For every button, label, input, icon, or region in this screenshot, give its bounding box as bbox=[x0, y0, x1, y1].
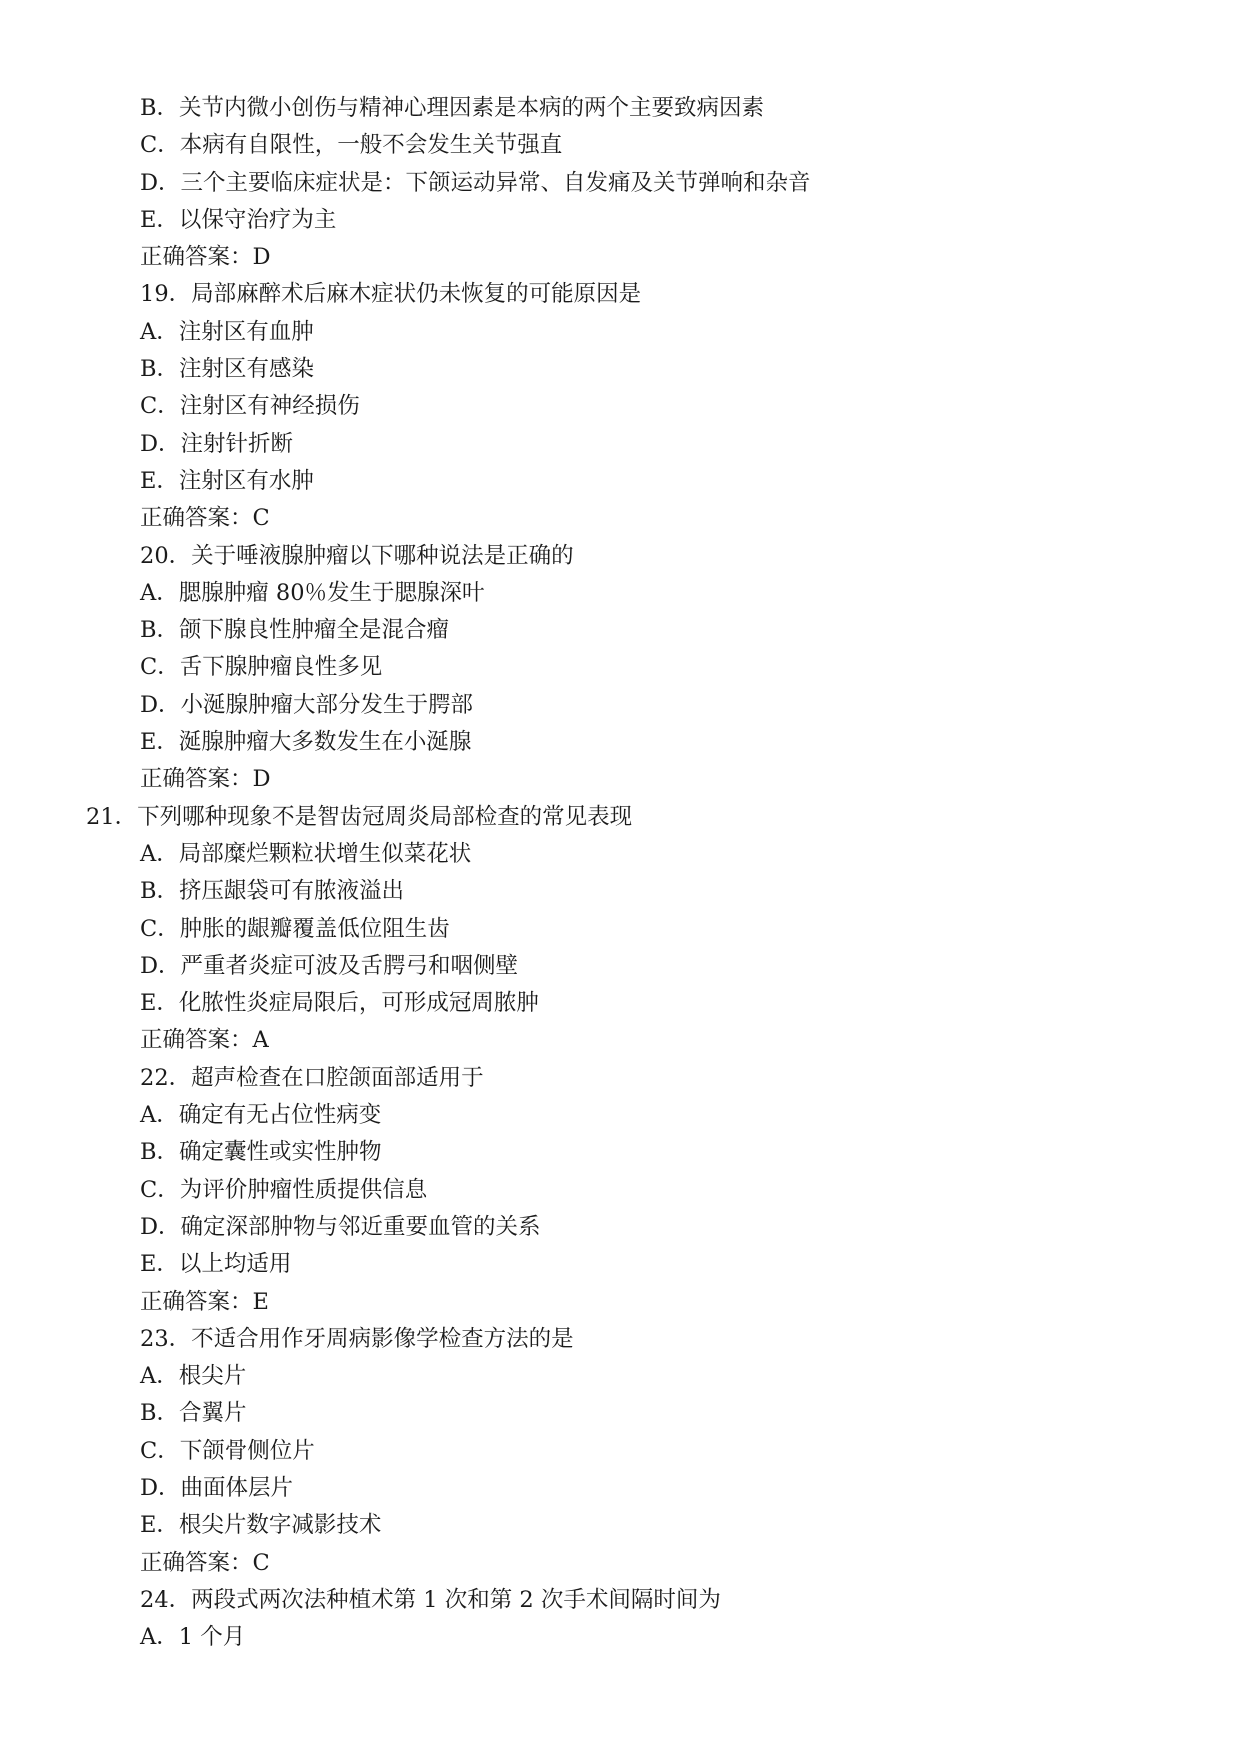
option-line-text: D．曲面体层片 bbox=[140, 1474, 294, 1501]
answer-line bbox=[0, 500, 1241, 537]
option-line bbox=[0, 873, 1241, 910]
option-line bbox=[0, 165, 1241, 202]
question-line-text: 20．关于唾液腺肿瘤以下哪种说法是正确的 bbox=[140, 542, 574, 569]
option-line-text: A．局部糜烂颗粒状增生似菜花状 bbox=[140, 840, 472, 867]
document-body bbox=[0, 90, 1241, 1656]
option-line-text: E．注射区有水肿 bbox=[140, 467, 314, 494]
option-line-text: D．三个主要临床症状是：下颌运动异常、自发痛及关节弹响和杂音 bbox=[140, 169, 811, 196]
option-line-text: A．根尖片 bbox=[140, 1363, 247, 1390]
option-line bbox=[0, 388, 1241, 425]
answer-line-text: 正确答案：E bbox=[140, 1288, 269, 1315]
option-line-text: B．关节内微小创伤与精神心理因素是本病的两个主要致病因素 bbox=[140, 95, 765, 121]
option-line bbox=[0, 1246, 1241, 1283]
option-line-text: E．化脓性炎症局限后，可形成冠周脓肿 bbox=[140, 990, 539, 1017]
option-line-text: D．确定深部肿物与邻近重要血管的关系 bbox=[140, 1213, 541, 1240]
option-line bbox=[0, 1358, 1241, 1395]
option-line bbox=[0, 948, 1241, 985]
option-line bbox=[0, 1134, 1241, 1171]
option-line-text: C．注射区有神经损伤 bbox=[140, 393, 360, 420]
option-line bbox=[0, 1619, 1241, 1656]
option-line-text: D．注射针折断 bbox=[140, 430, 294, 457]
option-line bbox=[0, 426, 1241, 463]
answer-line-text: 正确答案：D bbox=[140, 766, 271, 793]
question-line bbox=[0, 276, 1241, 313]
option-line bbox=[0, 1470, 1241, 1507]
option-line-text: C．下颌骨侧位片 bbox=[140, 1437, 315, 1464]
option-line-text: A．1 个月 bbox=[140, 1624, 246, 1651]
option-line-text: A．腮腺肿瘤 80％发生于腮腺深叶 bbox=[140, 579, 485, 606]
option-line-text: C．舌下腺肿瘤良性多见 bbox=[140, 654, 383, 681]
question-line bbox=[0, 538, 1241, 575]
option-line bbox=[0, 127, 1241, 164]
option-line bbox=[0, 314, 1241, 351]
question-line bbox=[0, 1582, 1241, 1619]
option-line-text: B．注射区有感染 bbox=[140, 356, 315, 383]
option-line bbox=[0, 202, 1241, 239]
option-line-text: B．颌下腺良性肿瘤全是混合瘤 bbox=[140, 617, 450, 644]
option-line bbox=[0, 1395, 1241, 1432]
answer-line-text: 正确答案：C bbox=[140, 505, 270, 532]
option-line-text: B．挤压龈袋可有脓液溢出 bbox=[140, 878, 405, 905]
option-line-text: B．合翼片 bbox=[140, 1400, 247, 1427]
option-line bbox=[0, 1433, 1241, 1470]
option-line bbox=[0, 1209, 1241, 1246]
question-line bbox=[0, 1060, 1241, 1097]
answer-line-text: 正确答案：C bbox=[140, 1549, 270, 1576]
answer-line-text: 正确答案：D bbox=[140, 244, 271, 271]
option-line bbox=[0, 687, 1241, 724]
option-line bbox=[0, 836, 1241, 873]
option-line bbox=[0, 724, 1241, 761]
question-line bbox=[0, 799, 1241, 836]
option-line-text: C．本病有自限性，一般不会发生关节强直 bbox=[140, 132, 563, 159]
answer-line bbox=[0, 761, 1241, 798]
option-line-text: C．为评价肿瘤性质提供信息 bbox=[140, 1176, 428, 1203]
option-line bbox=[0, 649, 1241, 686]
option-line bbox=[0, 1097, 1241, 1134]
option-line bbox=[0, 985, 1241, 1022]
option-line-text: E．以上均适用 bbox=[140, 1251, 292, 1278]
option-line bbox=[0, 1172, 1241, 1209]
option-line-text: A．注射区有血肿 bbox=[140, 318, 314, 345]
question-line bbox=[0, 1321, 1241, 1358]
option-line-text: B．确定囊性或实性肿物 bbox=[140, 1139, 382, 1166]
option-line-text: E．以保守治疗为主 bbox=[140, 206, 337, 233]
option-line bbox=[0, 612, 1241, 649]
option-line-text: D．小涎腺肿瘤大部分发生于腭部 bbox=[140, 691, 474, 718]
option-line-text: D．严重者炎症可波及舌腭弓和咽侧壁 bbox=[140, 952, 519, 979]
option-line-text: E．涎腺肿瘤大多数发生在小涎腺 bbox=[140, 729, 472, 756]
option-line bbox=[0, 351, 1241, 388]
question-line-text: 22．超声检查在口腔颌面部适用于 bbox=[140, 1064, 484, 1091]
answer-line-text: 正确答案：A bbox=[140, 1027, 269, 1054]
option-line-text: A．确定有无占位性病变 bbox=[140, 1102, 382, 1129]
question-line-text: 23．不适合用作牙周病影像学检查方法的是 bbox=[140, 1325, 574, 1352]
option-line bbox=[0, 1507, 1241, 1544]
option-line-text: E．根尖片数字减影技术 bbox=[140, 1512, 382, 1539]
option-line bbox=[0, 463, 1241, 500]
option-line bbox=[0, 911, 1241, 948]
option-line bbox=[0, 575, 1241, 612]
answer-line bbox=[0, 1284, 1241, 1321]
option-line-text: C．肿胀的龈瓣覆盖低位阻生齿 bbox=[140, 915, 450, 942]
question-line-text: 21．下列哪种现象不是智齿冠周炎局部检查的常见表现 bbox=[86, 803, 633, 830]
answer-line bbox=[0, 1545, 1241, 1582]
question-line-text: 24．两段式两次法种植术第 1 次和第 2 次手术间隔时间为 bbox=[140, 1586, 721, 1613]
question-line-text: 19．局部麻醉术后麻木症状仍未恢复的可能原因是 bbox=[140, 281, 642, 308]
answer-line bbox=[0, 239, 1241, 276]
option-line bbox=[0, 90, 1241, 127]
answer-line bbox=[0, 1022, 1241, 1059]
